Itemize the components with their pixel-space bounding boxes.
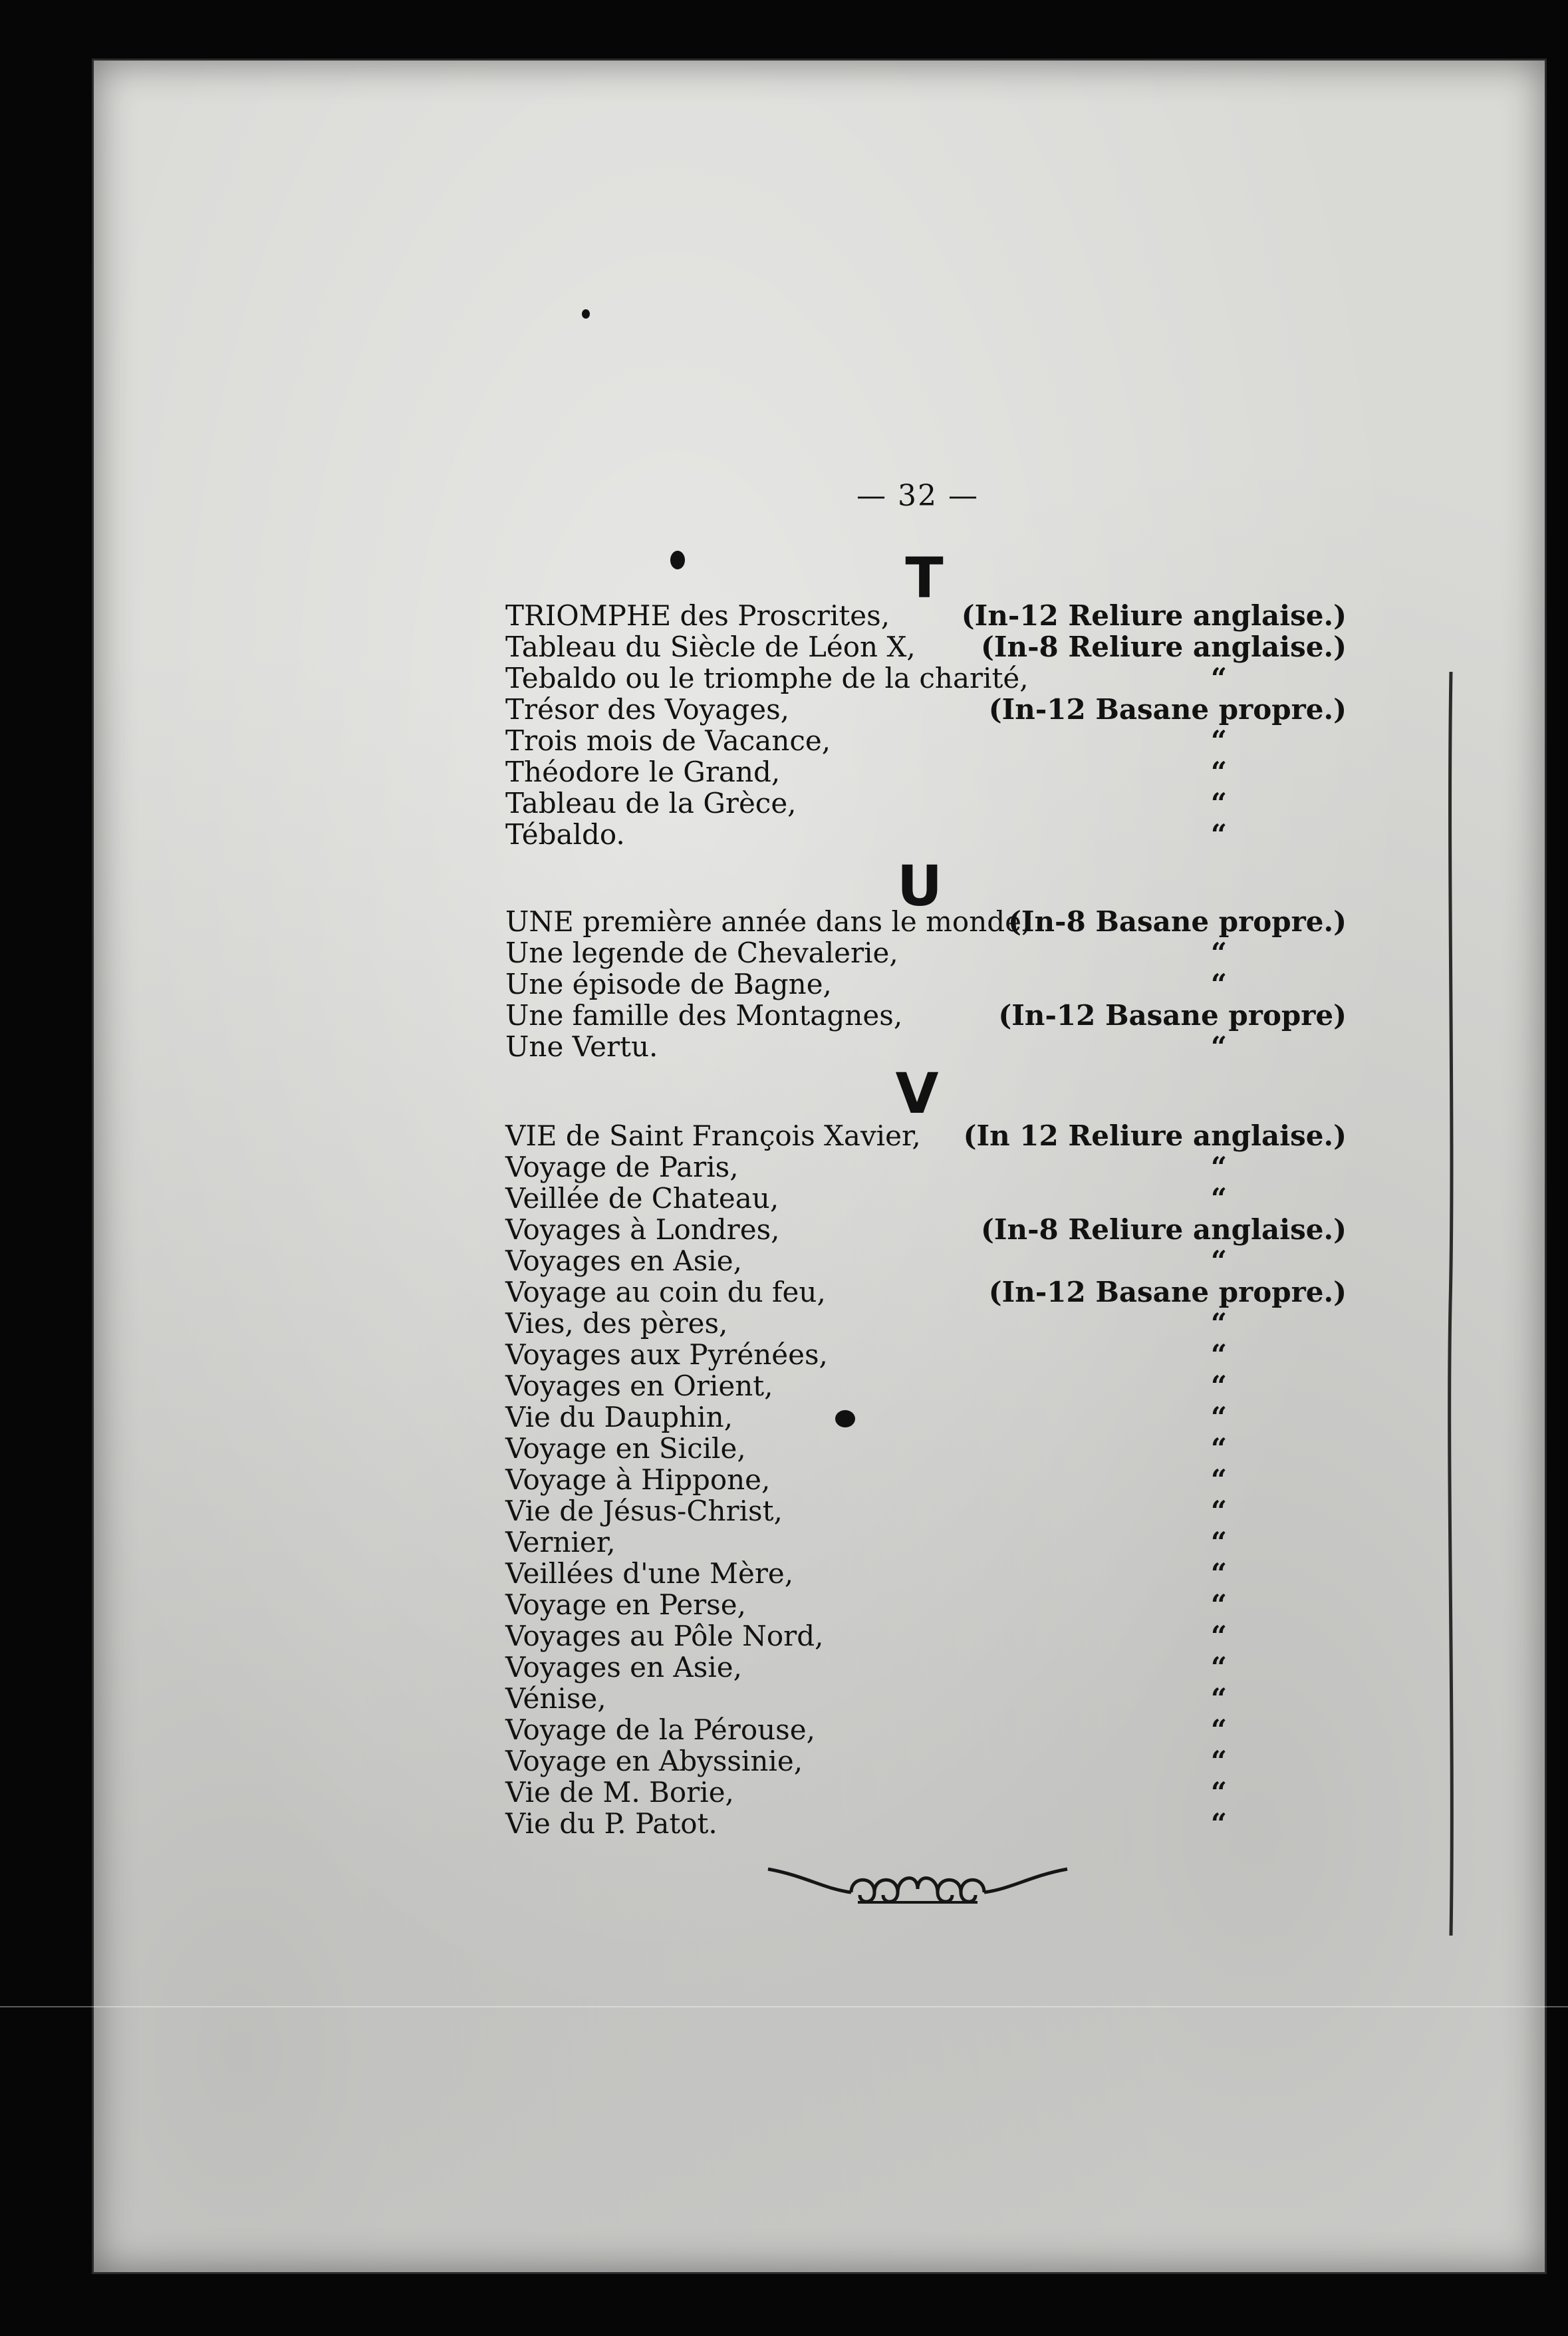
catalog-entry bbox=[505, 1683, 1347, 1714]
catalog-entry bbox=[505, 1308, 1347, 1339]
ditto-mark: “ bbox=[1210, 1338, 1227, 1371]
entry-title: Vie du P. Patot. bbox=[505, 1807, 718, 1840]
entry-title: Une famille des Montagnes, bbox=[505, 999, 903, 1032]
catalog-entry bbox=[505, 1527, 1347, 1558]
catalog-entry bbox=[505, 1714, 1347, 1745]
entry-title: Vies, des pères, bbox=[505, 1307, 728, 1340]
ditto-mark: “ bbox=[1210, 756, 1227, 788]
scan-fold-line bbox=[0, 2006, 1568, 2007]
catalog-entry bbox=[505, 1558, 1347, 1589]
catalog-entry bbox=[505, 1620, 1347, 1652]
ditto-mark: “ bbox=[1210, 1651, 1227, 1683]
entry-format: (In 12 Reliure anglaise.) bbox=[963, 1119, 1347, 1152]
entry-title: Vie de Jésus-Christ, bbox=[505, 1495, 783, 1527]
entry-format: (In-12 Basane propre.) bbox=[988, 1276, 1347, 1308]
ditto-mark: “ bbox=[1210, 1745, 1227, 1777]
catalog-entry bbox=[505, 1777, 1347, 1808]
ditto-mark: “ bbox=[1210, 1182, 1227, 1215]
catalog-entry bbox=[505, 756, 1347, 788]
ditto-mark: “ bbox=[1210, 937, 1227, 969]
ditto-mark: “ bbox=[1210, 787, 1227, 819]
catalog-entry bbox=[505, 1808, 1347, 1839]
catalog-entry bbox=[505, 1339, 1347, 1370]
entry-format: (In-8 Reliure anglaise.) bbox=[981, 1213, 1347, 1246]
entry-title: Une Vertu. bbox=[505, 1030, 658, 1063]
entry-title: Tebaldo ou le triomphe de la charité, bbox=[505, 662, 1029, 694]
ditto-mark: “ bbox=[1210, 1807, 1227, 1840]
ditto-mark: “ bbox=[1210, 1713, 1227, 1746]
entry-title: Voyages au Pôle Nord, bbox=[505, 1620, 824, 1652]
entry-title: UNE première année dans le monde, bbox=[505, 905, 1031, 938]
ditto-mark: “ bbox=[1210, 662, 1227, 694]
ditto-mark: “ bbox=[1210, 1495, 1227, 1527]
catalog-entry bbox=[505, 1652, 1347, 1683]
entry-title: Voyage de Paris, bbox=[505, 1151, 739, 1183]
entry-title: Voyages à Londres, bbox=[505, 1213, 780, 1246]
catalog-entry bbox=[505, 600, 1347, 631]
entry-title: TRIOMPHE des Proscrites, bbox=[505, 599, 890, 632]
entry-title: Voyage au coin du feu, bbox=[505, 1276, 826, 1308]
catalog-entry bbox=[505, 1000, 1347, 1031]
section-letter-t: T bbox=[905, 545, 944, 611]
entry-title: Une épisode de Bagne, bbox=[505, 968, 832, 1000]
ditto-mark: “ bbox=[1210, 1244, 1227, 1277]
catalog-entry bbox=[505, 1401, 1347, 1433]
entry-title: Trésor des Voyages, bbox=[505, 693, 790, 726]
ink-spot bbox=[670, 551, 685, 569]
catalog-entry bbox=[505, 1245, 1347, 1276]
entry-title: Voyage à Hippone, bbox=[505, 1463, 771, 1496]
ink-spot bbox=[582, 309, 590, 319]
entry-title: Vernier, bbox=[505, 1526, 616, 1558]
entry-title: Voyage en Abyssinie, bbox=[505, 1745, 803, 1777]
catalog-entry bbox=[505, 788, 1347, 819]
catalog-entry bbox=[505, 1495, 1347, 1527]
entry-title: Voyage en Perse, bbox=[505, 1588, 746, 1621]
catalog-entry bbox=[505, 1120, 1347, 1151]
entry-title: Vie du Dauphin, bbox=[505, 1401, 733, 1433]
entry-title: Voyages en Asie, bbox=[505, 1651, 742, 1683]
section-letter-v: V bbox=[895, 1061, 939, 1126]
ditto-mark: “ bbox=[1210, 724, 1227, 757]
catalog-entry bbox=[505, 1276, 1347, 1308]
ditto-mark: “ bbox=[1210, 1432, 1227, 1465]
catalog-entry bbox=[505, 1433, 1347, 1464]
catalog-entry bbox=[505, 968, 1347, 1000]
catalog-entry bbox=[505, 1214, 1347, 1245]
ditto-mark: “ bbox=[1210, 1620, 1227, 1652]
entry-format: (In-12 Basane propre) bbox=[998, 999, 1347, 1032]
catalog-entry bbox=[505, 1589, 1347, 1620]
ditto-mark: “ bbox=[1210, 1030, 1227, 1063]
entry-title: Tébaldo. bbox=[505, 818, 625, 851]
catalog-entry bbox=[505, 1151, 1347, 1183]
entry-title: Une legende de Chevalerie, bbox=[505, 937, 898, 969]
entry-title: Vénise, bbox=[505, 1682, 606, 1715]
entry-title: VIE de Saint François Xavier, bbox=[505, 1119, 921, 1152]
catalog-entry bbox=[505, 1464, 1347, 1495]
entry-format: (In-8 Basane propre.) bbox=[1007, 905, 1347, 938]
catalog-entry bbox=[505, 1745, 1347, 1777]
ditto-mark: “ bbox=[1210, 968, 1227, 1000]
catalog-entry bbox=[505, 906, 1347, 937]
section-letter-u: U bbox=[896, 853, 943, 919]
entry-title: Voyage en Sicile, bbox=[505, 1432, 746, 1465]
entry-title: Théodore le Grand, bbox=[505, 756, 781, 788]
entry-title: Tableau de la Grèce, bbox=[505, 787, 797, 819]
ditto-mark: “ bbox=[1210, 1776, 1227, 1809]
decorative-flourish bbox=[765, 1856, 1071, 1916]
ditto-mark: “ bbox=[1210, 1526, 1227, 1558]
catalog-entry bbox=[505, 631, 1347, 662]
entry-title: Tableau du Siècle de Léon X, bbox=[505, 631, 916, 663]
ditto-mark: “ bbox=[1210, 1370, 1227, 1402]
ditto-mark: “ bbox=[1210, 1682, 1227, 1715]
ditto-mark: “ bbox=[1210, 1401, 1227, 1433]
entry-title: Trois mois de Vacance, bbox=[505, 724, 831, 757]
catalog-entry bbox=[505, 1370, 1347, 1401]
entry-format: (In-8 Reliure anglaise.) bbox=[981, 631, 1347, 663]
entry-title: Voyages en Asie, bbox=[505, 1244, 742, 1277]
catalog-entry bbox=[505, 819, 1347, 850]
ditto-mark: “ bbox=[1210, 1151, 1227, 1183]
entry-title: Voyages aux Pyrénées, bbox=[505, 1338, 828, 1371]
entry-title: Vie de M. Borie, bbox=[505, 1776, 734, 1809]
section-v-entries bbox=[505, 1120, 1347, 1839]
catalog-entry bbox=[505, 725, 1347, 756]
ditto-mark: “ bbox=[1210, 1463, 1227, 1496]
entry-title: Veillée de Chateau, bbox=[505, 1182, 779, 1215]
catalog-entry bbox=[505, 1031, 1347, 1062]
ditto-mark: “ bbox=[1210, 1557, 1227, 1590]
entry-format: (In-12 Basane propre.) bbox=[988, 693, 1347, 726]
section-u-entries bbox=[505, 906, 1347, 1062]
page-number: — 32 — bbox=[856, 479, 979, 513]
catalog-entry bbox=[505, 694, 1347, 725]
entry-title: Voyages en Orient, bbox=[505, 1370, 773, 1402]
entry-title: Voyage de la Pérouse, bbox=[505, 1713, 815, 1746]
catalog-entry bbox=[505, 937, 1347, 968]
ditto-mark: “ bbox=[1210, 818, 1227, 851]
ditto-mark: “ bbox=[1210, 1588, 1227, 1621]
entry-format: (In-12 Reliure anglaise.) bbox=[961, 599, 1347, 632]
section-t-entries bbox=[505, 600, 1347, 850]
binding-thread bbox=[1446, 672, 1456, 1936]
ditto-mark: “ bbox=[1210, 1307, 1227, 1340]
catalog-entry bbox=[505, 1183, 1347, 1214]
entry-title: Veillées d'une Mère, bbox=[505, 1557, 794, 1590]
catalog-entry bbox=[505, 662, 1347, 694]
